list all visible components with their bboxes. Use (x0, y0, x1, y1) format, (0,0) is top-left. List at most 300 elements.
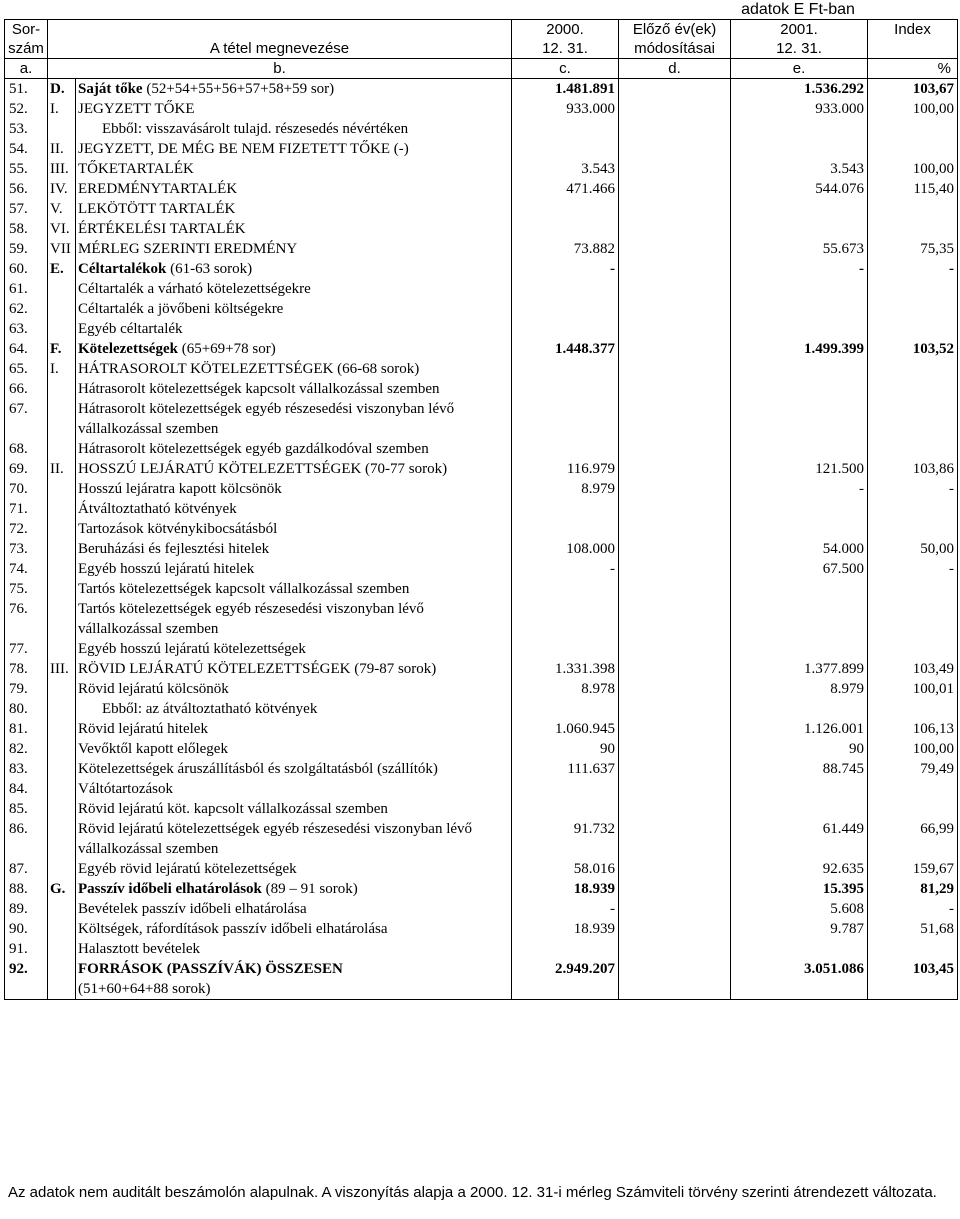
value-2000 (512, 639, 619, 659)
table-row (5, 219, 958, 239)
value-index (868, 639, 958, 659)
row-name-main: Tartós kötelezettségek egyéb részesedési viszonyban lévő vállalkozással szemben (78, 601, 424, 637)
value-2000 (512, 319, 619, 339)
value-2000: 111.637 (512, 759, 619, 779)
value-modifications (619, 299, 731, 319)
row-number: 60. (5, 259, 48, 279)
value-2001: 55.673 (731, 239, 868, 259)
column-letters-row (5, 59, 958, 79)
row-number: 57. (5, 199, 48, 219)
row-number: 77. (5, 639, 48, 659)
row-number: 80. (5, 699, 48, 719)
value-modifications (619, 399, 731, 439)
row-name (76, 639, 512, 659)
row-name (76, 779, 512, 799)
row-code (48, 119, 76, 139)
row-name-main: Egyéb hosszú lejáratú kötelezettségek (78, 641, 306, 657)
header-row-number: Sor- szám (5, 20, 48, 59)
table-row (5, 659, 958, 679)
row-number: 69. (5, 459, 48, 479)
row-code (48, 699, 76, 719)
value-2001 (731, 639, 868, 659)
header-modifications: Előző év(ek) módosításai (619, 20, 731, 59)
value-index: 100,01 (868, 679, 958, 699)
value-2001 (731, 219, 868, 239)
value-modifications (619, 359, 731, 379)
value-index (868, 359, 958, 379)
value-2000: 108.000 (512, 539, 619, 559)
value-index (868, 299, 958, 319)
row-name-main: Ebből: visszavásárolt tulajd. részesedés névértéken (102, 121, 409, 137)
row-name (76, 479, 512, 499)
row-name-main: Halasztott bevételek (78, 941, 201, 957)
table-row (5, 379, 958, 399)
value-2001 (731, 579, 868, 599)
value-2001: 3.543 (731, 159, 868, 179)
row-name (76, 879, 512, 899)
value-2000: 1.481.891 (512, 79, 619, 100)
value-2001 (731, 359, 868, 379)
header-item-name: A tétel megnevezése (48, 20, 512, 59)
value-modifications (619, 599, 731, 639)
value-2001: 92.635 (731, 859, 868, 879)
value-2000: 933.000 (512, 99, 619, 119)
value-index (868, 519, 958, 539)
row-code (48, 939, 76, 959)
value-index: 79,49 (868, 759, 958, 779)
row-name (76, 99, 512, 119)
value-2000: 18.939 (512, 919, 619, 939)
row-number: 54. (5, 139, 48, 159)
row-name-main: Hátrasorolt kötelezettségek egyéb gazdálkodóval szemben (78, 441, 429, 457)
value-modifications (619, 859, 731, 879)
value-2000: 91.732 (512, 819, 619, 859)
value-index: 103,49 (868, 659, 958, 679)
row-name (76, 379, 512, 399)
row-number: 82. (5, 739, 48, 759)
value-index: - (868, 479, 958, 499)
value-index (868, 799, 958, 819)
row-name-main: Egyéb rövid lejáratú kötelezettségek (78, 861, 297, 877)
table-row (5, 459, 958, 479)
row-name-main: Saját tőke (78, 81, 143, 97)
table-row (5, 559, 958, 579)
row-name-main: Költségek, ráfordítások passzív időbeli elhatárolása (78, 921, 388, 937)
row-number: 70. (5, 479, 48, 499)
row-code (48, 579, 76, 599)
row-number: 90. (5, 919, 48, 939)
row-code: F. (48, 339, 76, 359)
row-code (48, 819, 76, 859)
table-row (5, 819, 958, 859)
letter-f: % (868, 59, 958, 79)
row-number: 91. (5, 939, 48, 959)
row-name (76, 919, 512, 939)
row-number: 74. (5, 559, 48, 579)
table-row (5, 199, 958, 219)
row-code (48, 559, 76, 579)
value-2001: - (731, 479, 868, 499)
value-2000: 1.331.398 (512, 659, 619, 679)
row-name (76, 759, 512, 779)
row-number: 64. (5, 339, 48, 359)
row-code (48, 479, 76, 499)
value-2001 (731, 439, 868, 459)
row-name (76, 939, 512, 959)
table-row (5, 399, 958, 439)
row-code: I. (48, 359, 76, 379)
value-2000: 2.949.207 (512, 959, 619, 1000)
value-index (868, 219, 958, 239)
header-2001: 2001. 12. 31. (731, 20, 868, 59)
row-code: G. (48, 879, 76, 899)
row-name-main: FORRÁSOK (PASSZÍVÁK) ÖSSZESEN (78, 961, 343, 977)
table-row (5, 719, 958, 739)
table-row (5, 759, 958, 779)
value-index: 106,13 (868, 719, 958, 739)
value-2001: 88.745 (731, 759, 868, 779)
letter-e: e. (731, 59, 868, 79)
row-number: 78. (5, 659, 48, 679)
value-index (868, 319, 958, 339)
row-number: 56. (5, 179, 48, 199)
value-modifications (619, 79, 731, 100)
value-index: 100,00 (868, 159, 958, 179)
row-name (76, 499, 512, 519)
row-name (76, 899, 512, 919)
value-2000 (512, 699, 619, 719)
table-row (5, 779, 958, 799)
value-modifications (619, 279, 731, 299)
row-number: 58. (5, 219, 48, 239)
value-2001: 1.377.899 (731, 659, 868, 679)
row-name-main: Céltartalék a jövőbeni költségekre (78, 301, 284, 317)
value-2001: 3.051.086 (731, 959, 868, 1000)
value-modifications (619, 159, 731, 179)
letter-a: a. (5, 59, 48, 79)
value-2000 (512, 399, 619, 439)
footnote: Az adatok nem auditált beszámolón alapulnak. A viszonyítás alapja a 2000. 12. 31-i mérleg Számviteli törvény szerinti átrendezett változata. (8, 1184, 937, 1201)
value-index: 103,86 (868, 459, 958, 479)
row-name (76, 699, 512, 719)
value-2000: 1.448.377 (512, 339, 619, 359)
row-name-main: Beruházási és fejlesztési hitelek (78, 541, 270, 557)
row-name-main: ÉRTÉKELÉSI TARTALÉK (78, 221, 246, 237)
row-name (76, 539, 512, 559)
value-modifications (619, 719, 731, 739)
table-row (5, 119, 958, 139)
row-number: 65. (5, 359, 48, 379)
row-code (48, 599, 76, 639)
value-2001: 90 (731, 739, 868, 759)
table-row (5, 859, 958, 879)
row-number: 53. (5, 119, 48, 139)
value-modifications (619, 459, 731, 479)
row-name-main: Rövid lejáratú hitelek (78, 721, 208, 737)
value-2000: 58.016 (512, 859, 619, 879)
row-name (76, 679, 512, 699)
value-modifications (619, 899, 731, 919)
value-2001: 54.000 (731, 539, 868, 559)
row-name-main: Rövid lejáratú kölcsönök (78, 681, 229, 697)
value-2000 (512, 359, 619, 379)
table-row (5, 139, 958, 159)
row-number: 84. (5, 779, 48, 799)
row-name-detail: (61-63 sorok) (166, 261, 253, 277)
row-code (48, 759, 76, 779)
row-name (76, 519, 512, 539)
table-row (5, 279, 958, 299)
row-name (76, 559, 512, 579)
value-modifications (619, 119, 731, 139)
row-code (48, 739, 76, 759)
table-row (5, 919, 958, 939)
row-number: 61. (5, 279, 48, 299)
row-code: E. (48, 259, 76, 279)
row-name (76, 739, 512, 759)
row-name (76, 959, 512, 1000)
value-modifications (619, 179, 731, 199)
value-index: 159,67 (868, 859, 958, 879)
value-modifications (619, 319, 731, 339)
row-number: 75. (5, 579, 48, 599)
row-code (48, 519, 76, 539)
value-index (868, 139, 958, 159)
value-2000 (512, 519, 619, 539)
value-index (868, 699, 958, 719)
row-name (76, 139, 512, 159)
value-modifications (619, 639, 731, 659)
value-2001: 121.500 (731, 459, 868, 479)
value-index (868, 439, 958, 459)
row-code: VII (48, 239, 76, 259)
row-name (76, 399, 512, 439)
row-name-main: Tartós kötelezettségek kapcsolt vállalkozással szemben (78, 581, 410, 597)
row-name-main: Bevételek passzív időbeli elhatárolása (78, 901, 307, 917)
value-modifications (619, 739, 731, 759)
value-2000 (512, 219, 619, 239)
value-2001: 67.500 (731, 559, 868, 579)
row-number: 71. (5, 499, 48, 519)
row-code (48, 639, 76, 659)
row-code (48, 799, 76, 819)
letter-d: d. (619, 59, 731, 79)
row-code (48, 859, 76, 879)
row-name-main: HOSSZÚ LEJÁRATÚ KÖTELEZETTSÉGEK (70-77 sorok) (78, 461, 448, 477)
row-name-main: Hátrasorolt kötelezettségek kapcsolt vállalkozással szemben (78, 381, 440, 397)
value-2001: 933.000 (731, 99, 868, 119)
table-row (5, 519, 958, 539)
row-name-main: Céltartalék a várható kötelezettségekre (78, 281, 311, 297)
row-name-main: EREDMÉNYTARTALÉK (78, 181, 238, 197)
table-row (5, 799, 958, 819)
table-row (5, 539, 958, 559)
row-name-detail: (52+54+55+56+57+58+59 sor) (142, 81, 335, 97)
row-number: 63. (5, 319, 48, 339)
value-2001: - (731, 259, 868, 279)
row-code: VI. (48, 219, 76, 239)
value-modifications (619, 799, 731, 819)
value-index: 100,00 (868, 739, 958, 759)
row-name-main: HÁTRASOROLT KÖTELEZETTSÉGEK (66-68 sorok) (78, 361, 420, 377)
row-name (76, 799, 512, 819)
value-index (868, 579, 958, 599)
value-2001: 61.449 (731, 819, 868, 859)
value-index: 50,00 (868, 539, 958, 559)
row-number: 81. (5, 719, 48, 739)
row-code (48, 959, 76, 1000)
row-code: II. (48, 459, 76, 479)
value-2000: 116.979 (512, 459, 619, 479)
row-name (76, 439, 512, 459)
value-index (868, 279, 958, 299)
value-2000: 8.979 (512, 479, 619, 499)
value-modifications (619, 219, 731, 239)
value-2000: 18.939 (512, 879, 619, 899)
row-name-main: Hátrasorolt kötelezettségek egyéb részesedési viszonyban lévő vállalkozással szemben (78, 401, 455, 437)
value-modifications (619, 699, 731, 719)
value-2000 (512, 139, 619, 159)
value-modifications (619, 759, 731, 779)
value-2000 (512, 439, 619, 459)
value-index (868, 399, 958, 439)
value-index (868, 599, 958, 639)
table-row (5, 259, 958, 279)
row-code: III. (48, 659, 76, 679)
value-2000 (512, 599, 619, 639)
row-number: 83. (5, 759, 48, 779)
value-2000 (512, 199, 619, 219)
row-code (48, 539, 76, 559)
row-number: 52. (5, 99, 48, 119)
value-modifications (619, 239, 731, 259)
value-2000: 471.466 (512, 179, 619, 199)
value-2001 (731, 399, 868, 439)
table-row (5, 699, 958, 719)
value-index: 81,29 (868, 879, 958, 899)
row-name (76, 119, 512, 139)
row-name (76, 239, 512, 259)
row-name-main: Kötelezettségek áruszállításból és szolgáltatásból (szállítók) (78, 761, 438, 777)
row-number: 88. (5, 879, 48, 899)
value-2000 (512, 779, 619, 799)
value-modifications (619, 959, 731, 1000)
row-code (48, 319, 76, 339)
value-modifications (619, 939, 731, 959)
value-index: 103,67 (868, 79, 958, 100)
row-name-main: Ebből: az átváltoztatható kötvények (102, 701, 318, 717)
row-name-main: Passzív időbeli elhatárolások (78, 881, 262, 897)
value-2000: - (512, 899, 619, 919)
table-row (5, 239, 958, 259)
row-name (76, 299, 512, 319)
value-index: 75,35 (868, 239, 958, 259)
value-index: 66,99 (868, 819, 958, 859)
row-name-main: JEGYZETT, DE MÉG BE NEM FIZETETT TŐKE (-) (78, 141, 409, 157)
value-index: - (868, 259, 958, 279)
header-row (5, 20, 958, 59)
table-row (5, 579, 958, 599)
value-2001: 5.608 (731, 899, 868, 919)
value-modifications (619, 439, 731, 459)
row-number: 72. (5, 519, 48, 539)
value-2001: 1.499.399 (731, 339, 868, 359)
row-code (48, 679, 76, 699)
row-code (48, 779, 76, 799)
value-2001 (731, 499, 868, 519)
value-2001: 1.126.001 (731, 719, 868, 739)
value-index (868, 199, 958, 219)
table-row (5, 939, 958, 959)
table-row (5, 599, 958, 639)
row-name-main: TŐKETARTALÉK (78, 161, 194, 177)
row-number: 51. (5, 79, 48, 100)
table-row (5, 959, 958, 1000)
value-index (868, 379, 958, 399)
table-row (5, 679, 958, 699)
value-2000: 8.978 (512, 679, 619, 699)
row-code (48, 899, 76, 919)
row-name (76, 339, 512, 359)
table-row (5, 319, 958, 339)
row-number: 67. (5, 399, 48, 439)
value-2000 (512, 499, 619, 519)
row-code (48, 439, 76, 459)
row-number: 79. (5, 679, 48, 699)
value-modifications (619, 339, 731, 359)
row-name-main: Kötelezettségek (78, 341, 178, 357)
row-number: 85. (5, 799, 48, 819)
value-2000 (512, 799, 619, 819)
table-row (5, 899, 958, 919)
row-name-main: Céltartalékok (78, 261, 167, 277)
row-name (76, 199, 512, 219)
value-modifications (619, 779, 731, 799)
row-name (76, 599, 512, 639)
value-index: 103,52 (868, 339, 958, 359)
value-modifications (619, 919, 731, 939)
letter-b: b. (48, 59, 512, 79)
value-modifications (619, 679, 731, 699)
value-modifications (619, 579, 731, 599)
value-2001 (731, 519, 868, 539)
value-2000: 3.543 (512, 159, 619, 179)
row-name (76, 219, 512, 239)
value-2001 (731, 799, 868, 819)
value-2000: - (512, 559, 619, 579)
table-row (5, 79, 958, 100)
value-2000: 90 (512, 739, 619, 759)
row-code: V. (48, 199, 76, 219)
value-2001 (731, 139, 868, 159)
value-2000 (512, 119, 619, 139)
value-modifications (619, 879, 731, 899)
value-2000: 1.060.945 (512, 719, 619, 739)
row-name-main: JEGYZETT TŐKE (78, 101, 195, 117)
row-name-main: Hosszú lejáratra kapott kölcsönök (78, 481, 282, 497)
table-row (5, 499, 958, 519)
value-modifications (619, 99, 731, 119)
row-name (76, 79, 512, 100)
row-name-main: Váltótartozások (78, 781, 173, 797)
value-2000 (512, 579, 619, 599)
value-modifications (619, 479, 731, 499)
table-row (5, 479, 958, 499)
value-modifications (619, 379, 731, 399)
value-index (868, 499, 958, 519)
table-row (5, 99, 958, 119)
row-code (48, 919, 76, 939)
